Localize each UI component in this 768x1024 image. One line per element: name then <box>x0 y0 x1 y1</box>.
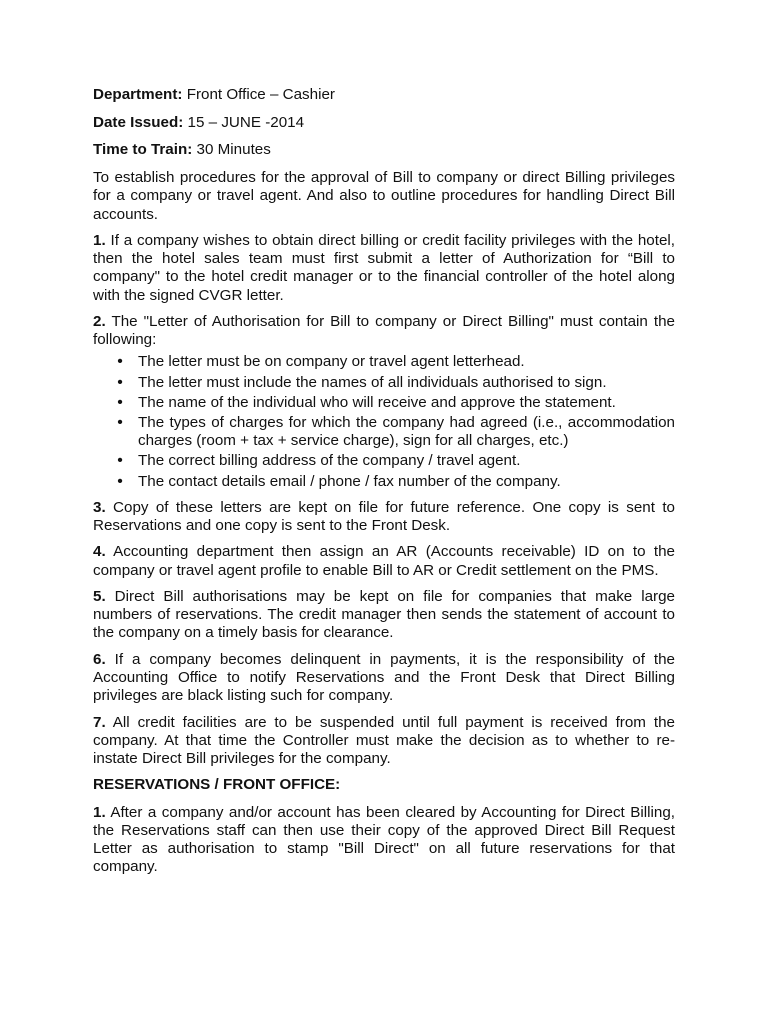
item-3 <box>93 499 675 535</box>
item-number: 6. <box>93 650 106 668</box>
bullet-icon: • <box>117 373 123 391</box>
item-number: 5. <box>93 587 106 605</box>
bullet-icon: • <box>117 393 123 411</box>
list-item: • The name of the individual who will receive and approve the statement. <box>93 394 675 412</box>
time-to-train-label: Time to Train: <box>93 141 193 159</box>
time-to-train-line <box>93 141 675 159</box>
department-label: Department: <box>93 86 183 103</box>
item-text: All credit facilities are to be suspended until full payment is received from the company. At that time the Controller must make the decision as to whether to re-instate Direct Bill privileges for the company. <box>93 713 675 767</box>
requirements-list <box>93 353 675 490</box>
section-heading: RESERVATIONS / FRONT OFFICE: <box>93 776 341 794</box>
item-text: Copy of these letters are kept on file for future reference. One copy is sent to Reservations and one copy is sent to the Front Desk. <box>93 498 675 534</box>
item-number: 3. <box>93 498 106 516</box>
item-number: 1. <box>93 803 106 821</box>
time-to-train-value: 30 Minutes <box>196 141 271 159</box>
item-text: Direct Bill authorisations may be kept on file for companies that make large numbers of reservations. The credit manager then sends the statement of account to the company on a timely basis for clearance. <box>93 587 675 642</box>
item-7 <box>93 714 675 769</box>
item-5 <box>93 588 675 643</box>
item-text: If a company becomes delinquent in payments, it is the responsibility of the Accounting Office to notify Reservations and the Front Desk that Direct Billing privileges are black listing such for company. <box>93 650 675 705</box>
bullet-icon: • <box>117 452 123 470</box>
item-text: If a company wishes to obtain direct billing or credit facility privileges with the hotel, then the hotel sales team must first submit a letter of Authorization for “Bill to company" to the hotel credit manager or to the financial controller of the hotel along with the signed CVGR letter. <box>93 231 675 304</box>
department-value: Front Office – Cashier <box>186 86 335 103</box>
list-item: • The contact details email / phone / fax number of the company. <box>93 473 675 491</box>
date-issued-line <box>93 114 675 132</box>
item-text: After a company and/or account has been cleared by Accounting for Direct Billing, the Reservations staff can then use their copy of the approved Direct Bill Request Letter as authorisation to stamp "Bill Direct" on all future reservations for that company. <box>93 803 675 876</box>
item-number: 4. <box>93 543 106 561</box>
item-4 <box>93 543 675 579</box>
bullet-icon: • <box>117 413 123 431</box>
list-item: • The letter must include the names of all individuals authorised to sign. <box>93 374 675 392</box>
item-number: 2. <box>93 312 106 330</box>
document-page <box>93 86 675 885</box>
bullet-icon: • <box>117 353 123 371</box>
date-issued-label: Date Issued: <box>93 113 184 131</box>
intro-paragraph: To establish procedures for the approval of Bill to company or direct Billing privileges for a company or travel agent. And also to outline procedures for handling Direct Bill accounts. <box>93 169 675 223</box>
item-text: Accounting department then assign an AR (Accounts receivable) ID on to the company or travel agent profile to enable Bill to AR or Credit settlement on the PMS. <box>93 543 676 579</box>
list-item: • The correct billing address of the company / travel agent. <box>93 452 675 470</box>
item-1 <box>93 232 675 305</box>
list-item: • The types of charges for which the company had agreed (i.e., accommodation charges (room + tax + service charge), sign for all charges, etc.) <box>93 414 675 450</box>
item-6 <box>93 651 675 706</box>
bullet-icon: • <box>117 472 123 490</box>
date-issued-value: 15 – JUNE -2014 <box>187 113 305 131</box>
department-line <box>93 86 675 104</box>
item-number: 1. <box>93 231 106 249</box>
item-number: 7. <box>93 713 106 731</box>
item-2 <box>93 313 675 349</box>
item-text: The "Letter of Authorisation for Bill to company or Direct Billing" must contain the following: <box>93 312 675 349</box>
list-item: • The letter must be on company or travel agent letterhead. <box>93 353 675 371</box>
reservations-item-1 <box>93 804 675 877</box>
